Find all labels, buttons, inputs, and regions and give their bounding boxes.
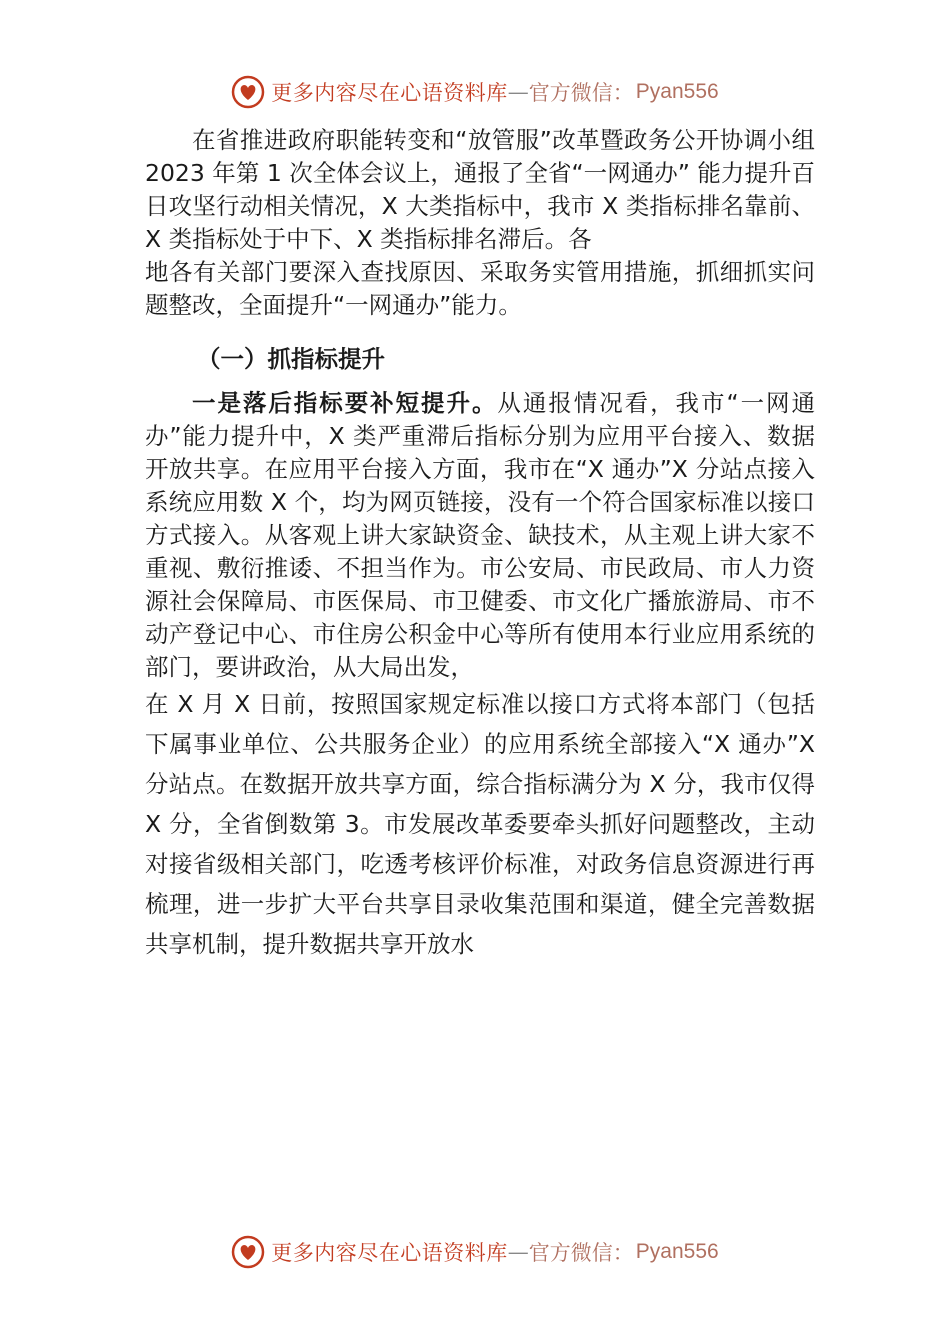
heart-logo-icon — [231, 75, 265, 109]
banner-wechat-id: Pyan556 — [635, 1240, 719, 1263]
paragraph-1b: 地各有关部门要深入查找原因、采取务实管用措施，抓细抓实问题整改，全面提升“一网通办”能力。 — [145, 258, 815, 319]
banner-text: 更多内容尽在心语资料库 — [271, 1241, 508, 1265]
banner-wechat-id: Pyan556 — [635, 80, 719, 103]
banner-separator: — — [507, 1240, 529, 1264]
banner-wechat-label: 官方微信： — [528, 81, 634, 105]
banner-text: 更多内容尽在心语资料库 — [271, 81, 508, 105]
paragraph-2a-text: 从通报情况看，我市“一网通办”能力提升中，X 类严重滞后指标分别为应用平台接入、数据开放共享。在应用平台接入方面，我市在“X 通办”X 分站点接入系统应用数 X 个，均为网页链接，没有一个符合国家标准以接口方式接入。从客观上讲大家缺资金、缺技术，从主观上讲大家不重视、敷衍推诿、不担当作为。市公安局、市民政局、市人力资源社会保障局、市医保局、市卫健委、市文化广播旅游局、市不动产登记中心、市住房公积金中心等所有使用本行业应用系统的部门，要讲政治，从大局出发， — [145, 389, 815, 681]
paragraph-lead: 一是落后指标要补短提升。 — [192, 389, 498, 417]
paragraph-1a: 在省推进政府职能转变和“放管服”改革暨政务公开协调小组 2023 年第 1 次全体会议上，通报了全省“一网通办” 能力提升百日攻坚行动相关情况，X 大类指标中，我市 X 类指标排名靠前、X 类指标处于中下、X 类指标排名滞后。各 — [145, 126, 815, 253]
section-heading: （一）抓指标提升 — [197, 345, 385, 373]
paragraph-2a — [145, 387, 815, 684]
heart-logo-icon — [231, 1235, 265, 1269]
document-body — [145, 124, 815, 964]
banner-wechat-label: 官方微信： — [528, 1241, 634, 1265]
paragraph-2b: 在 X 月 X 日前，按照国家规定标准以接口方式将本部门（包括下属事业单位、公共服务企业）的应用系统全部接入“X 通办”X 分站点。在数据开放共享方面，综合指标满分为 X 分，我市仅得 X 分，全省倒数第 3。市发展改革委要牵头抓好问题整改，主动对接省级相关部门，吃透考核评价标准，对政务信息资源进行再梳理，进一步扩大平台共享目录收集范围和渠道，健全完善数据共享机制，提升数据共享开放水 — [145, 690, 815, 958]
footer-banner — [0, 1232, 950, 1272]
header-banner — [0, 72, 950, 112]
banner-separator: — — [507, 80, 529, 104]
